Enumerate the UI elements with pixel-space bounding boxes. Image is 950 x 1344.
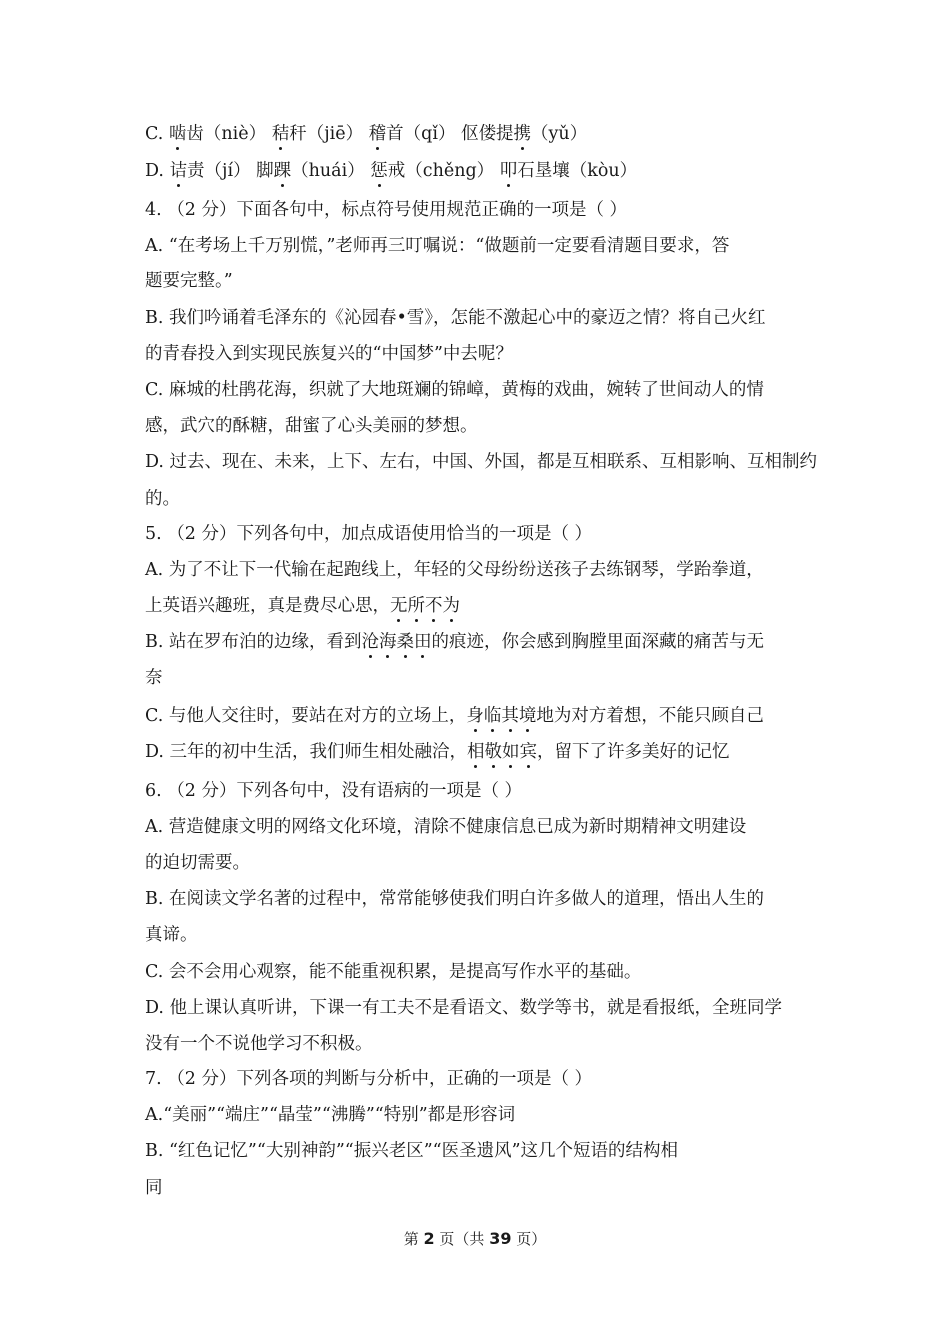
text-run: B. 在阅读文学名著的过程中，常常能够使我们明白许多做人的道理，悟出人生的: [145, 889, 764, 909]
text-run: 同: [145, 1178, 163, 1198]
text-run: 真谛。: [145, 925, 198, 945]
emphasis-char: 身: [466, 706, 484, 726]
option-4d-1: [145, 450, 818, 474]
text-run: 的青春投入到实现民族复兴的“中国梦”中去呢？: [145, 344, 513, 364]
text-run: （yǔ）: [531, 124, 588, 144]
text-run: B. 我们吟诵着毛泽东的《沁园春•雪》，怎能不激起心中的豪迈之情？将自己火红: [145, 308, 766, 328]
text-run: A. 为了不让下一代输在起跑线上，年轻的父母纷纷送孩子去练钢琴，学跆拳道，: [145, 560, 764, 580]
option-5c: [145, 704, 815, 728]
option-6a-1: [145, 815, 815, 839]
text-run: 5. （2 分）下列各句中，加点成语使用恰当的一项是（ ）: [145, 524, 593, 544]
text-run: C. 麻城的杜鹃花海，织就了大地斑斓的锦嶂，黄梅的戏曲，婉转了世间动人的情: [145, 380, 764, 400]
option-6b-1: [145, 887, 815, 911]
text-run: 首（qǐ） 伛偻提: [386, 124, 514, 144]
text-run: A. “在考场上千万别慌，”老师再三叮嘱说：“做题前一定要看清题目要求，答: [145, 236, 730, 256]
text-run: C. 会不会用心观察，能不能重视积累，是提高写作水平的基础。: [145, 962, 642, 982]
text-run: 4. （2 分）下面各句中，标点符号使用规范正确的一项是（ ）: [145, 200, 628, 220]
emphasis-char: 宾: [519, 742, 538, 762]
option-4b-2: [145, 342, 815, 366]
option-4a-2: [145, 269, 815, 293]
option-5b-2: [145, 666, 815, 690]
emphasis-char: 境: [518, 706, 537, 726]
footer-page-number: 2: [423, 1229, 435, 1248]
question-7: [145, 1067, 815, 1091]
text-run: A.“美丽”“端庄”“晶莹”“沸腾”“特别”都是形容词: [145, 1105, 516, 1125]
text-run: 7. （2 分）下列各项的判断与分析中，正确的一项是（ ）: [145, 1069, 593, 1089]
option-7a: [145, 1103, 815, 1127]
emphasis-char: 如: [502, 742, 520, 762]
option-6d-2: [145, 1032, 815, 1056]
emphasis-char: 相: [467, 742, 485, 762]
text-run: C.: [145, 124, 169, 144]
question-6: [145, 779, 815, 803]
text-run: 地为对方着想，不能只顾自己: [536, 706, 764, 726]
emphasis-char: 啮: [168, 124, 187, 144]
emphasis-char: 携: [513, 124, 532, 144]
emphasis-char: 临: [483, 706, 502, 726]
emphasis-char: 叩: [499, 161, 518, 181]
option-5d: [145, 740, 815, 764]
text-run: 题要完整。”: [145, 271, 233, 291]
option-4c-2: [145, 414, 815, 438]
emphasis-char: 田: [414, 632, 432, 652]
option-4a-1: [145, 234, 815, 258]
emphasis-char: 稽: [368, 124, 387, 144]
question-4: [145, 198, 815, 222]
emphasis-char: 沧: [361, 632, 379, 652]
text-run: D. 他上课认真听讲，下课一有工夫不是看语文、数学等书，就是看报纸，全班同学: [145, 998, 783, 1018]
emphasis-char: 敬: [484, 742, 503, 762]
footer-total-pages: 39: [489, 1229, 512, 1248]
text-run: 没有一个不说他学习不积极。: [145, 1034, 373, 1054]
question-5: [145, 522, 815, 546]
text-run: D. 三年的初中生活，我们师生相处融洽，: [145, 742, 468, 762]
text-run: A. 营造健康文明的网络文化环境，清除不健康信息已成为新时期精神文明建设: [145, 817, 747, 837]
text-run: ，留下了许多美好的记忆: [537, 742, 730, 762]
text-run: 上英语兴趣班，真是费尽心思，: [145, 596, 390, 616]
emphasis-char: 秸: [271, 124, 290, 144]
option-6c: [145, 960, 815, 984]
footer-prefix: 第: [403, 1230, 424, 1248]
text-run: 6. （2 分）下列各句中，没有语病的一项是（ ）: [145, 781, 523, 801]
text-run: 的迫切需要。: [145, 853, 250, 873]
text-run: B. “红色记忆”“大别神韵”“振兴老区”“医圣遗风”这几个短语的结构相: [145, 1141, 679, 1161]
footer-suffix: 页）: [511, 1230, 547, 1248]
text-run: 奈: [145, 668, 163, 688]
text-run: 戒（chěng）: [387, 161, 500, 181]
emphasis-char: 惩: [370, 161, 388, 181]
option-6b-2: [145, 923, 815, 947]
text-run: D.: [145, 161, 170, 181]
text-run: 齿（niè）: [186, 124, 272, 144]
emphasis-char: 海: [379, 632, 397, 652]
text-run: 秆（jiē）: [289, 124, 369, 144]
emphasis-char: 不: [425, 596, 443, 616]
text-run: 责（jí） 脚: [187, 161, 274, 181]
page-footer: [0, 1228, 950, 1250]
emphasis-char: 诘: [169, 161, 188, 181]
option-4b-1: [145, 306, 815, 330]
text-run: B. 站在罗布泊的边缘，看到: [145, 632, 362, 652]
text-run: C. 与他人交往时，要站在对方的立场上，: [145, 706, 467, 726]
text-run: （huái）: [291, 161, 371, 181]
option-7b-2: [145, 1176, 815, 1200]
emphasis-char: 为: [442, 596, 460, 616]
text-run: D. 过去、现在、未来，上下、左右，中国、外国，都是互相联系、互相影响、互相制约: [145, 452, 818, 472]
emphasis-char: 踝: [273, 161, 292, 181]
option-3c: [145, 122, 815, 146]
emphasis-char: 其: [501, 706, 519, 726]
option-5a-1: [145, 558, 815, 582]
emphasis-char: 所: [407, 596, 425, 616]
option-6d-1: [145, 996, 815, 1020]
option-6a-2: [145, 851, 815, 875]
emphasis-char: 无: [390, 596, 408, 616]
text-run: 石垦壤（kòu）: [517, 161, 638, 181]
text-run: 感，武穴的酥糖，甜蜜了心头美丽的梦想。: [145, 416, 478, 436]
option-5b-1: [145, 630, 815, 654]
option-4d-2: [145, 487, 815, 511]
option-5a-2: [145, 594, 815, 618]
emphasis-char: 桑: [396, 632, 414, 652]
footer-middle: 页（共: [434, 1230, 490, 1248]
option-4c-1: [145, 378, 815, 402]
option-7b-1: [145, 1139, 815, 1163]
option-3d: [145, 159, 815, 183]
text-run: 的痕迹，你会感到胸膛里面深藏的痛苦与无: [431, 632, 764, 652]
text-run: 的。: [145, 489, 180, 509]
